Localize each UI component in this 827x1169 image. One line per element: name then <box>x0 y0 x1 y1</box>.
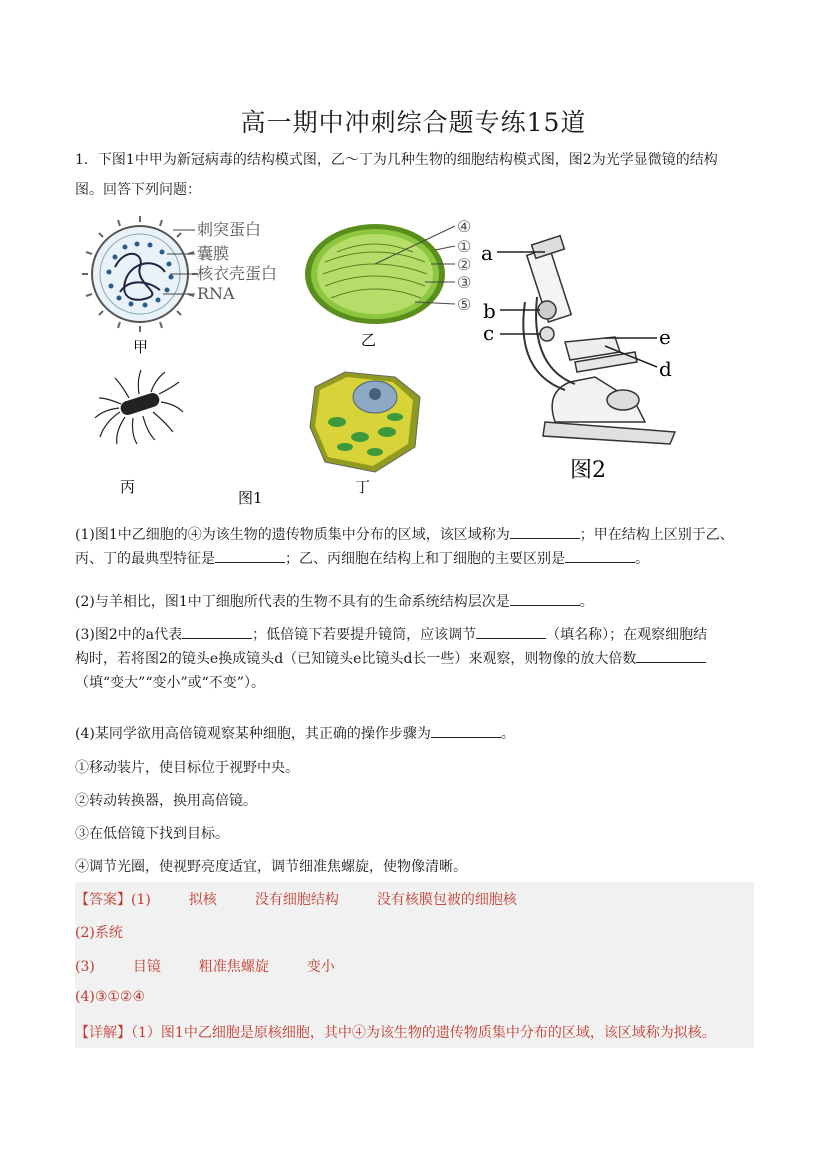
answer-blank[interactable] <box>636 648 706 663</box>
answer-blank[interactable] <box>565 548 635 563</box>
label-envelope: 囊膜 <box>197 244 230 263</box>
part-4: (4)某同学欲用高倍镜观察某种细胞，其正确的操作步骤为 。 <box>75 722 755 746</box>
label-bing: 丙 <box>120 478 136 496</box>
label-5: ⑤ <box>457 295 472 314</box>
label-e: e <box>659 325 671 349</box>
stem-line-1: 1．下图1中甲为新冠病毒的结构模式图，乙～丁为几种生物的细胞结构模式图，图2为光学显微镜的结构 <box>75 152 718 168</box>
label-2: ② <box>457 255 472 274</box>
label-spike-protein: 刺突蛋白 <box>197 220 262 239</box>
label-b: b <box>483 299 496 323</box>
label-1: ① <box>457 237 472 256</box>
label-3: ③ <box>457 273 472 292</box>
page-title: 高一期中冲刺综合题专练15道 <box>240 108 587 137</box>
detail-line: 【详解】（1）图1中乙细胞是原核细胞，其中④为该生物的遗传物质集中分布的区域，该区域称为拟核。 <box>75 1025 716 1041</box>
part-3: (3)图2中的a代表 ；低倍镜下若要提升镜筒，应该调节 （填名称）；在观察细胞结 构时，若将图2的镜头e换成镜头d（已知镜头e比镜头d长一些）来观察，则物像的放大倍数 （填“变大”“变小”或“不变”）。 <box>75 623 755 695</box>
answer-line-2: (2)系统 <box>75 925 123 941</box>
answer-blank[interactable] <box>476 624 546 639</box>
label-d: d <box>659 357 672 381</box>
part-2: (2)与羊相比，图1中丁细胞所代表的生物不具有的生命系统结构层次是 。 <box>75 590 755 614</box>
question-stem <box>75 148 755 202</box>
step-3: ③在低倍镜下找到目标。 <box>75 826 229 842</box>
answer-blank[interactable] <box>215 548 285 563</box>
step-1: ①移动装片，使目标位于视野中央。 <box>75 760 299 776</box>
answer-blank[interactable] <box>182 624 252 639</box>
answer-blank[interactable] <box>510 524 580 539</box>
label-jia: 甲 <box>133 338 149 356</box>
part-1: (1)图1中乙细胞的④为该生物的遗传物质集中分布的区域，该区域称为 ；甲在结构上区别于乙、 丙、丁的最典型特征是 ；乙、丙细胞在结构上和丁细胞的主要区别是 。 <box>75 523 755 571</box>
cell-bing-figure <box>95 370 263 507</box>
label-fig1: 图1 <box>238 489 263 507</box>
cell-ding-figure <box>310 372 420 496</box>
label-ding: 丁 <box>355 478 371 496</box>
step-4: ④调节光圈，使视野亮度适宜，调节细准焦螺旋，使物像清晰。 <box>75 859 467 875</box>
figure-1-2 <box>75 212 695 512</box>
label-4: ④ <box>457 217 472 236</box>
stem-line-2: 图。回答下列问题： <box>75 182 201 198</box>
label-fig2: 图2 <box>570 458 606 483</box>
label-rna: RNA <box>197 284 235 303</box>
answer-line-1: 【答案】(1) 拟核 没有细胞结构 没有核膜包被的细胞核 <box>75 892 517 908</box>
answer-blank[interactable] <box>431 723 501 738</box>
virus-jia-figure <box>82 216 277 356</box>
answer-line-4: (4)③①②④ <box>75 989 146 1005</box>
answer-line-3: (3) 目镜 粗准焦螺旋 变小 <box>75 959 335 975</box>
cell-yi-figure <box>305 217 471 349</box>
microscope-figure <box>481 236 675 483</box>
label-capsid-protein: 核衣壳蛋白 <box>197 264 278 283</box>
step-2: ②转动转换器，换用高倍镜。 <box>75 793 257 809</box>
answer-tag: 【答案】 <box>75 892 131 908</box>
label-c: c <box>483 321 495 345</box>
label-a: a <box>481 241 493 265</box>
answer-blank[interactable] <box>510 591 580 606</box>
label-yi: 乙 <box>361 331 377 349</box>
